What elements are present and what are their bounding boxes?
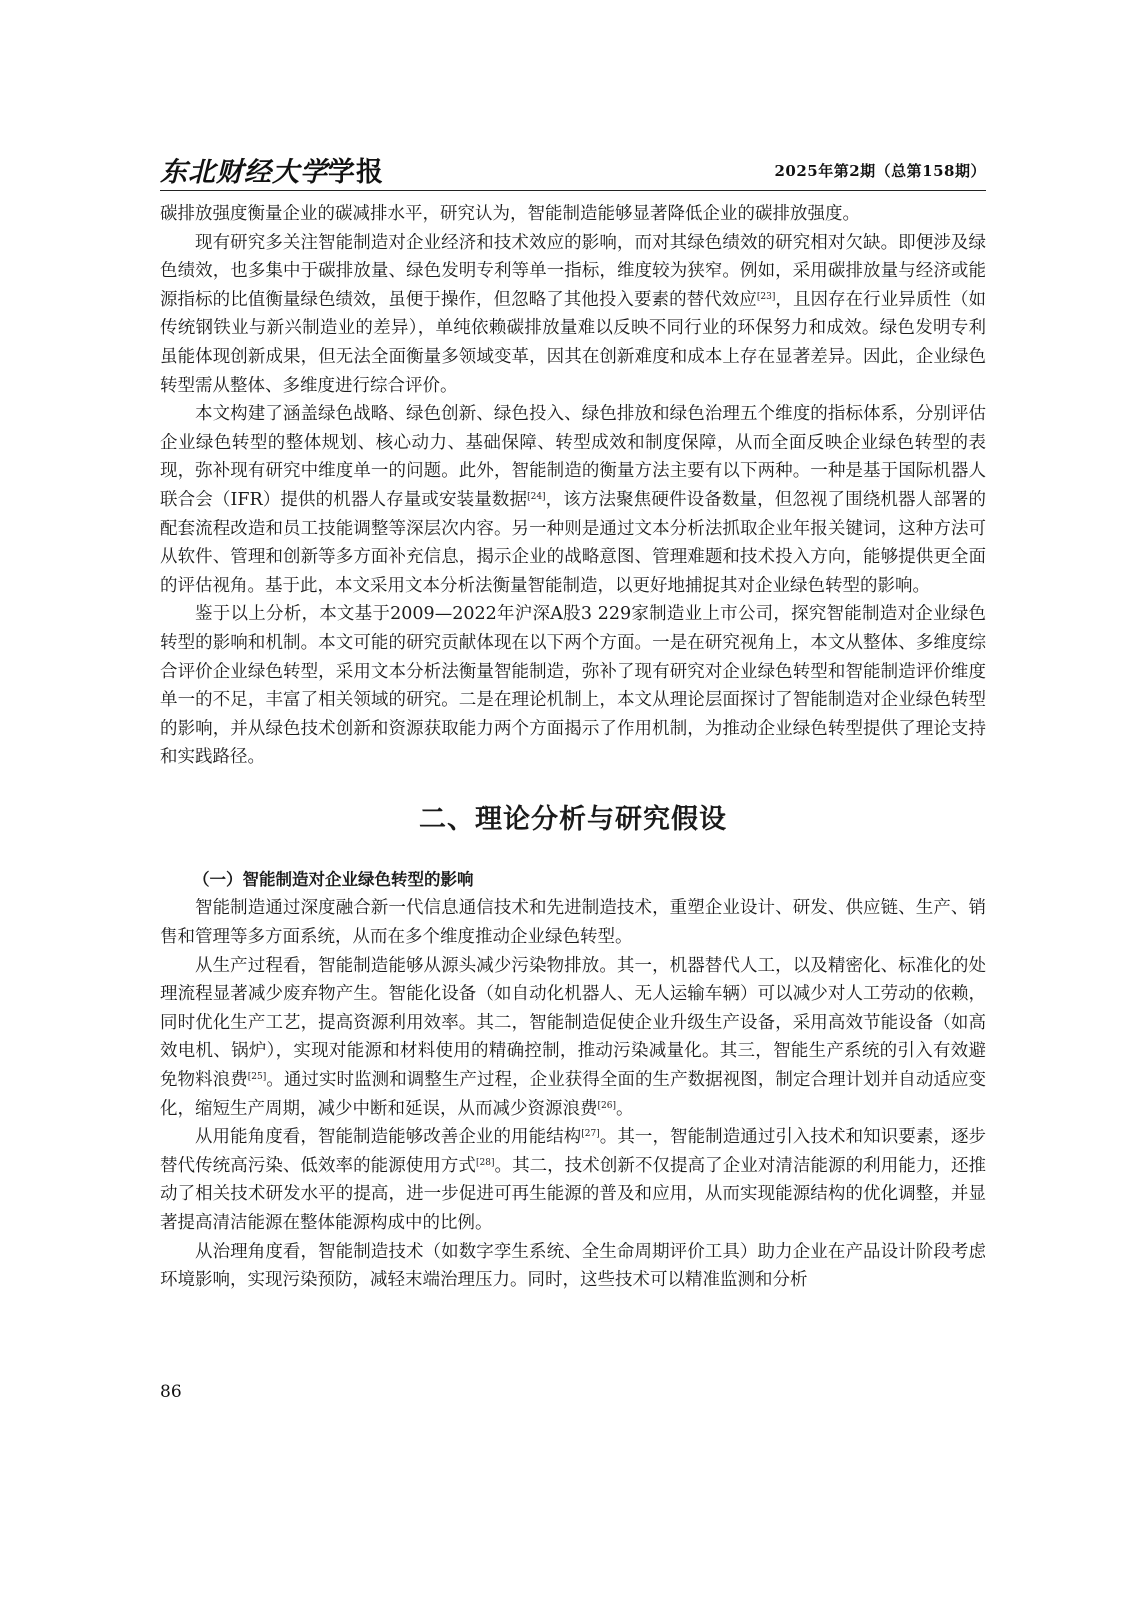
paragraph: 鉴于以上分析，本文基于2009—2022年沪深A股3 229家制造业上市公司，探究智能制造对企业绿色转型的影响和机制。本文可能的研究贡献体现在以下两个方面。一是在研究视角上，本文从整体、多维度综合评价企业绿色转型，采用文本分析法衡量智能制造，弥补了现有研究对企业绿色转型和智能制造评价维度单一的不足，丰富了相关领域的研究。二是在理论机制上，本文从理论层面探讨了智能制造对企业绿色转型的影响，并从绿色技术创新和资源获取能力两个方面揭示了作用机制，为推动企业绿色转型提供了理论支持和实践路径。 <box>160 604 986 768</box>
paragraph: 本文构建了涵盖绿色战略、绿色创新、绿色投入、绿色排放和绿色治理五个维度的指标体系，分别评估企业绿色转型的整体规划、核心动力、基础保障、转型成效和制度保障，从而全面反映企业绿色转型的表现，弥补现有研究中维度单一的问题。此外，智能制造的衡量方法主要有以下两种。一种是基于国际机器人联合会（IFR）提供的机器人存量或安装量数据[24]，该方法聚焦硬件设备数量，但忽视了围绕机器人部署的配套流程改造和员工技能调整等深层次内容。另一种则是通过文本分析法抓取企业年报关键词，这种方法可从软件、管理和创新等多方面补充信息，揭示企业的战略意图、管理难题和技术投入方向，能够提供更全面的评估视角。基于此，本文采用文本分析法衡量智能制造，以更好地捕捉其对企业绿色转型的影响。 <box>160 404 986 596</box>
paragraph: 智能制造通过深度融合新一代信息通信技术和先进制造技术，重塑企业设计、研发、供应链、生产、销售和管理等多方面系统，从而在多个维度推动企业绿色转型。 <box>160 898 986 948</box>
page-header <box>160 150 986 190</box>
header-rule <box>160 190 986 191</box>
article-body <box>160 200 986 1295</box>
citation: [27] <box>581 1129 600 1140</box>
subsection-title: （一）智能制造对企业绿色转型的影响 <box>193 869 474 889</box>
paragraph: 碳排放强度衡量企业的碳减排水平，研究认为，智能制造能够显著降低企业的碳排放强度。 <box>160 204 860 224</box>
citation: [24] <box>527 491 546 502</box>
citation: [28] <box>475 1157 495 1168</box>
journal-logo <box>160 150 384 189</box>
paragraph: 现有研究多关注智能制造对企业经济和技术效应的影响，而对其绿色绩效的研究相对欠缺。即便涉及绿色绩效，也多集中于碳排放量、绿色发明专利等单一指标，维度较为狭窄。例如，采用碳排放量与经济或能源指标的比值衡量绿色绩效，虽便于操作，但忽略了其他投入要素的替代效应[23]，且因存在行业异质性（如传统钢铁业与新兴制造业的差异），单纯依赖碳排放量难以反映不同行业的环保努力和成效。绿色发明专利虽能体现创新成果，但无法全面衡量多领域变革，因其在创新难度和成本上存在显著差异。因此，企业绿色转型需从整体、多维度进行综合评价。 <box>160 232 986 396</box>
citation: [26] <box>597 1100 616 1111</box>
paragraph: 从生产过程看，智能制造能够从源头减少污染物排放。其一，机器替代人工，以及精密化、标准化的处理流程显著减少废弃物产生。智能化设备（如自动化机器人、无人运输车辆）可以减少对人工劳动的依赖，同时优化生产工艺，提高资源利用效率。其二，智能制造促使企业升级生产设备，采用高效节能设备（如高效电机、锅炉），实现对能源和材料使用的精确控制，推动污染减量化。其三，智能生产系统的引入有效避免物料浪费[25]。通过实时监测和调整生产过程，企业获得全面的生产数据视图，制定合理计划并自动适应变化，缩短生产周期，减少中断和延误，从而减少资源浪费[26]。 <box>160 955 987 1119</box>
paragraph: 从用能角度看，智能制造能够改善企业的用能结构[27]。其一，智能制造通过引入技术和知识要素，逐步替代传统高污染、低效率的能源使用方式[28]。其二，技术创新不仅提高了企业对清洁能源的利用能力，还推动了相关技术研发水平的提高，进一步促进可再生能源的普及和应用，从而实现能源结构的优化调整，并显著提高清洁能源在整体能源构成中的比例。 <box>160 1127 987 1233</box>
section-title: 二、理论分析与研究假设 <box>419 803 727 835</box>
paragraph: 从治理角度看，智能制造技术（如数字孪生系统、全生命周期评价工具）助力企业在产品设计阶段考虑环境影响，实现污染预防，减轻末端治理压力。同时，这些技术可以精准监测和分析 <box>160 1241 986 1291</box>
journal-name-suffix: 学报 <box>328 157 384 188</box>
citation: [23] <box>756 291 776 302</box>
page-number: 86 <box>160 1382 182 1402</box>
issue-info: 2025年第2期（总第158期） <box>774 162 986 180</box>
citation: [25] <box>247 1072 267 1083</box>
journal-name-script: 东北财经大学 <box>160 157 328 188</box>
